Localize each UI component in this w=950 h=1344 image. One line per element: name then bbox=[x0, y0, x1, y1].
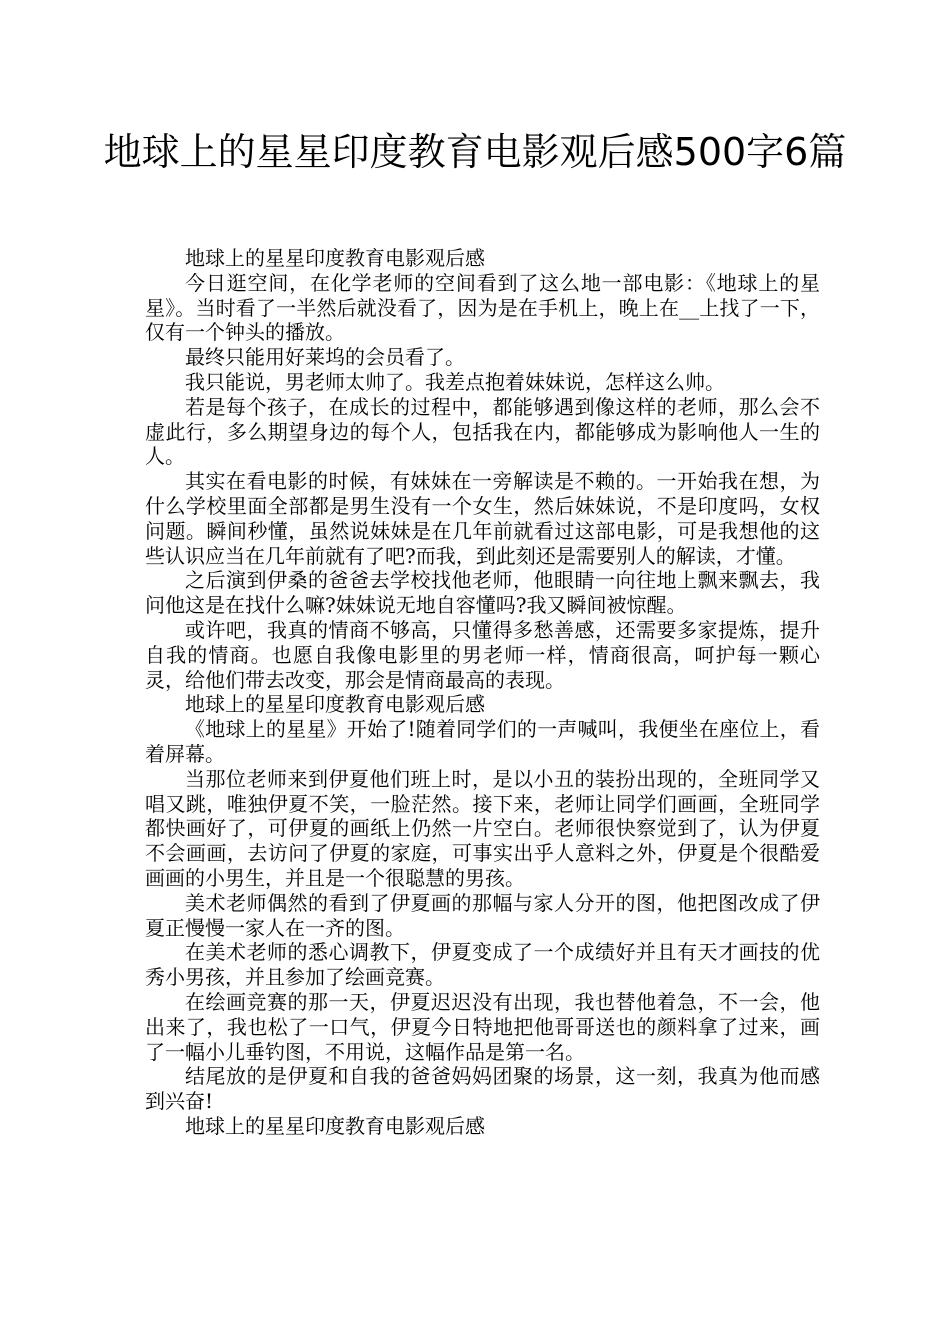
document-body bbox=[145, 246, 820, 1139]
paragraph: 在绘画竞赛的那一天，伊夏迟迟没有出现，我也替他着急，不一会，他出来了，我也松了一口气，伊夏今日特地把他哥哥送也的颜料拿了过来，画了一幅小儿垂钓图，不用说，这幅作品是第一名。 bbox=[145, 989, 820, 1064]
paragraph: 地球上的星星印度教育电影观后感 bbox=[185, 1113, 485, 1138]
paragraph: 之后演到伊桑的爸爸去学校找他老师，他眼睛一向往地上飘来飘去，我问他这是在找什么嘛?妹妹说无地自容懂吗?我又瞬间被惊醒。 bbox=[145, 568, 820, 618]
paragraph: 若是每个孩子，在成长的过程中，都能够遇到像这样的老师，那么会不虚此行，多么期望身边的每个人，包括我在内，都能够成为影响他人一生的人。 bbox=[145, 394, 820, 469]
paragraph: 在美术老师的悉心调教下，伊夏变成了一个成绩好并且有天才画技的优秀小男孩，并且参加了绘画竞赛。 bbox=[145, 940, 820, 990]
paragraph: 结尾放的是伊夏和自我的爸爸妈妈团聚的场景，这一刻，我真为他而感到兴奋! bbox=[145, 1064, 820, 1114]
paragraph: 地球上的星星印度教育电影观后感 bbox=[185, 246, 485, 270]
paragraph: 《地球上的星星》开始了!随着同学们的一声喊叫，我便坐在座位上，看着屏幕。 bbox=[145, 717, 820, 766]
paragraph: 我只能说，男老师太帅了。我差点抱着妹妹说，怎样这么帅。 bbox=[185, 369, 725, 394]
paragraph: 当那位老师来到伊夏他们班上时，是以小丑的装扮出现的，全班同学又唱又跳，唯独伊夏不笑，一脸茫然。接下来，老师让同学们画画，全班同学都快画好了，可伊夏的画纸上仍然一片空白。老师很快察觉到了，认为伊夏不会画画，去访问了伊夏的家庭，可事实出乎人意料之外，伊夏是个很酷爱画画的小男生，并且是一个很聪慧的男孩。 bbox=[145, 766, 820, 890]
paragraph: 美术老师偶然的看到了伊夏画的那幅与家人分开的图，他把图改成了伊夏正慢慢一家人在一齐的图。 bbox=[145, 890, 820, 940]
paragraph: 或许吧，我真的情商不够高，只懂得多愁善感，还需要多家提炼，提升自我的情商。也愿自我像电影里的男老师一样，情商很高，呵护每一颗心灵，给他们带去改变，那会是情商最高的表现。 bbox=[145, 617, 820, 692]
paragraph: 最终只能用好莱坞的会员看了。 bbox=[185, 345, 465, 370]
paragraph: 今日逛空间，在化学老师的空间看到了这么地一部电影：《地球上的星星》。当时看了一半然后就没看了，因为是在手机上，晚上在__上找了一下，仅有一个钟头的播放。 bbox=[145, 270, 820, 345]
paragraph: 其实在看电影的时候，有妹妹在一旁解读是不赖的。一开始我在想，为什么学校里面全部都是男生没有一个女生，然后妹妹说，不是印度吗，女权问题。瞬间秒懂，虽然说妹妹是在几年前就看过这部电影，可是我想他的这些认识应当在几年前就有了吧?而我，到此刻还是需要别人的解读，才懂。 bbox=[145, 469, 820, 568]
paragraph: 地球上的星星印度教育电影观后感 bbox=[185, 692, 485, 717]
document-title: 地球上的星星印度教育电影观后感500字6篇 bbox=[103, 130, 847, 174]
